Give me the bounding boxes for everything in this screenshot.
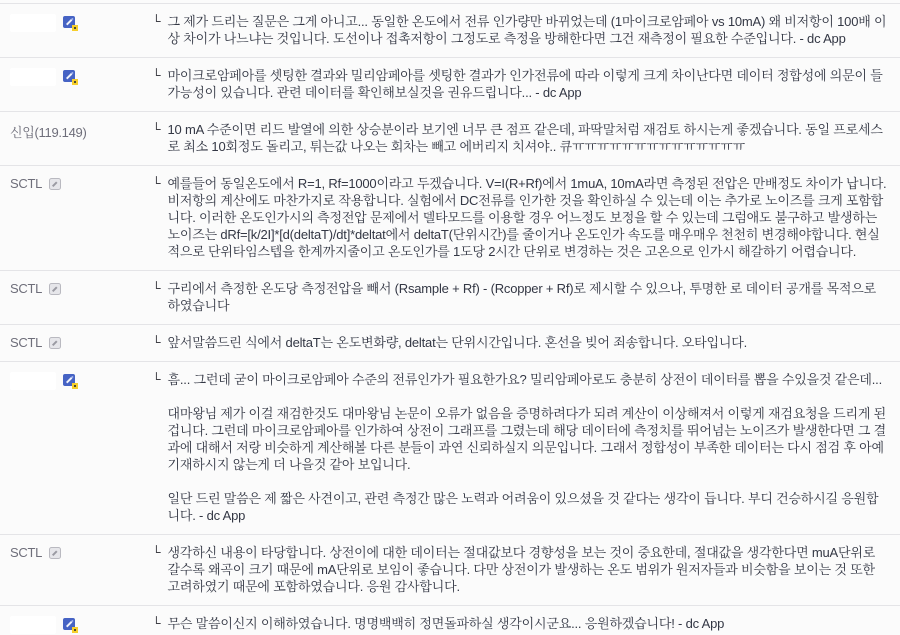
nickname[interactable]: 신입(119.149) bbox=[10, 125, 87, 140]
author-column bbox=[0, 13, 152, 32]
comment-body bbox=[152, 280, 900, 314]
redacted-nickname bbox=[10, 14, 56, 32]
gallog-icon[interactable] bbox=[49, 547, 61, 559]
nickname[interactable]: SCTL bbox=[10, 335, 43, 350]
comment-row bbox=[0, 325, 900, 362]
reply-arrow-icon: └ bbox=[152, 616, 161, 630]
author-column bbox=[0, 615, 152, 634]
author-column bbox=[0, 371, 152, 390]
comment-row bbox=[0, 166, 900, 271]
author-column bbox=[0, 544, 152, 560]
comment-body bbox=[152, 334, 900, 351]
comment-body bbox=[152, 121, 900, 155]
app-user-icon[interactable] bbox=[63, 374, 78, 389]
reply-arrow-icon: └ bbox=[152, 545, 161, 559]
comment-row bbox=[0, 362, 900, 535]
comment-row bbox=[0, 606, 900, 635]
comment-body bbox=[152, 13, 900, 47]
app-user-icon[interactable] bbox=[63, 70, 78, 85]
comment-body bbox=[152, 67, 900, 101]
comment-row bbox=[0, 58, 900, 112]
comment-text: 생각하신 내용이 타당합니다. 상전이에 대한 데이터는 절대값보다 경향성을 보는 것이 중요한데, 절대값을 생각한다면 muA단위로 갈수록 왜곡이 크기 때문에 mA단위로 보임이 좋습니다. 다만 상전이가 발생하는 온도 범위가 원저자들과 비슷함을 보이는 것 또한 고려하였기 때문에 포함하였습니다. 응원 감사합니다. bbox=[167, 545, 876, 594]
comment-row bbox=[0, 3, 900, 58]
comment-text: 무슨 말씀이신지 이해하였습니다. 명명백백히 정면돌파하실 생각이시군요... 응원하겠습니다! - dc App bbox=[167, 616, 725, 631]
gallog-icon[interactable] bbox=[49, 283, 61, 295]
redacted-nickname bbox=[10, 616, 56, 634]
comment-text: 마이크로암페아를 셋팅한 결과와 밀리암페아를 셋팅한 결과가 인가전류에 따라 이렇게 크게 차이난다면 데이터 정합성에 의문이 들 가능성이 있습니다. 관련 데이터를 확인해보실것을 권유드립니다... - dc App bbox=[167, 68, 883, 100]
comment-text: 예를들어 동일온도에서 R=1, Rf=1000이라고 두겠습니다. V=I(R+Rf)에서 1muA, 10mA라면 측정된 전압은 만배정도 차이가 납니다. 비저항의 계산에도 마찬가지로 작용합니다. 실험에서 DC전류를 인가한 것을 확인하실 수 있는데 이는 추가로 노이즈를 크게 포함합니다. 이러한 온도인가시의 측정전압 문제에서 델타모드를 이용할 경우 어느정도 보정을 할 수 있는데 그럼애도 불구하고 발생하는 노이즈는 dRf=[k/2I]*[d(deltaT)/dt]*deltat에서 deltaT(단위시간)를 줄이거나 온도인가 속도를 매우매우 천천히 변경해야합니다. 현실적으로 단위타임스텝을 한계까지줄이고 온도인가를 1도당 2시간 단위로 변경하는 것은 고온으로 인가시 해갈하기 어렵습니다. bbox=[167, 176, 887, 259]
comment-row bbox=[0, 271, 900, 325]
gallog-icon[interactable] bbox=[49, 178, 61, 190]
reply-arrow-icon: └ bbox=[152, 281, 161, 295]
author-column bbox=[0, 334, 152, 350]
nickname[interactable]: SCTL bbox=[10, 176, 43, 191]
comment-row bbox=[0, 535, 900, 606]
comment-text: 그 제가 드리는 질문은 그게 아니고... 동일한 온도에서 전류 인가량만 바뀌었는데 (1마이크로암페아 vs 10mA) 왜 비저항이 100배 이상 차이가 나느냐는 것입니다. 도선이나 접촉저항이 그정도로 측정을 방해한다면 그건 재측정이 필요한 수준입니다. - dc App bbox=[167, 14, 887, 46]
comment-body bbox=[152, 175, 900, 260]
comment-paragraph: 대마왕님 제가 이걸 재검한것도 대마왕님 논문이 오류가 없음을 증명하려다가 되려 계산이 이상해져서 이렇게 재검요청을 드리게 된 겁니다. 그런데 마이크로암페아를 인가하여 상전이 그래프를 그렸는데 해당 데이터에 측정치를 뛰어넘는 노이즈가 발생한다면 그 결과에 대해서 저랑 비슷하게 계산해볼 다른 분들이 과연 신뢰하실지 의문입니다. 그래서 정합성이 부족한 데이터는 다시 점검 후 아예 기재하시지 않는게 더 나을것 같아 보입니다. bbox=[167, 406, 887, 472]
reply-arrow-icon: └ bbox=[152, 335, 161, 349]
comment-row bbox=[0, 112, 900, 166]
reply-arrow-icon: └ bbox=[152, 68, 161, 82]
reply-arrow-icon: └ bbox=[152, 122, 161, 136]
comment-text: 10 mA 수준이면 리드 발열에 의한 상승분이라 보기엔 너무 큰 점프 같은데, 파딱말처럼 재검토 하시는게 좋겠습니다. 동일 프로세스로 최소 10회정도 돌리고, 튀는값 나오는 회차는 빼고 에버리지 치셔야.. 큐ㅠㅠㅠㅠㅠㅠㅠㅠㅠㅠㅠㅠㅠㅠ bbox=[167, 122, 883, 154]
author-column bbox=[0, 280, 152, 296]
comment-text: 앞서말씀드린 식에서 deltaT는 온도변화량, deltat는 단위시간입니다. 혼선을 빚어 죄송합니다. 오타입니다. bbox=[167, 335, 748, 350]
gallog-icon[interactable] bbox=[49, 337, 61, 349]
comment-body bbox=[152, 615, 900, 632]
reply-arrow-icon: └ bbox=[152, 14, 161, 28]
reply-arrow-icon: └ bbox=[152, 372, 161, 386]
comment-text bbox=[168, 371, 890, 524]
redacted-nickname bbox=[10, 372, 56, 390]
author-column bbox=[0, 121, 152, 141]
reply-arrow-icon: └ bbox=[152, 176, 161, 190]
app-user-icon[interactable] bbox=[63, 618, 78, 633]
comment-body bbox=[152, 371, 900, 524]
redacted-nickname bbox=[10, 68, 56, 86]
comment-paragraph: 흠... 그런데 굳이 마이크로암페아 수준의 전류인가가 필요한가요? 밀리암페아로도 충분히 상전이 데이터를 뽑을 수있을것 같은데... bbox=[167, 372, 882, 387]
comment-text: 구리에서 측정한 온도당 측정전압을 빼서 (Rsample + Rf) - (Rcopper + Rf)로 제시할 수 있으나, 투명한 로 데이터 공개를 목적으로 하였습니다 bbox=[167, 281, 876, 313]
author-column bbox=[0, 175, 152, 191]
comment-paragraph: 일단 드린 말씀은 제 짧은 사견이고, 관련 측정간 많은 노력과 어려움이 있으셨을 것 같다는 생각이 듭니다. 부디 건승하시길 응원합니다. - dc App bbox=[167, 491, 879, 523]
comment-body bbox=[152, 544, 900, 595]
author-column bbox=[0, 67, 152, 86]
nickname[interactable]: SCTL bbox=[10, 281, 43, 296]
app-user-icon[interactable] bbox=[63, 16, 78, 31]
nickname[interactable]: SCTL bbox=[10, 545, 43, 560]
